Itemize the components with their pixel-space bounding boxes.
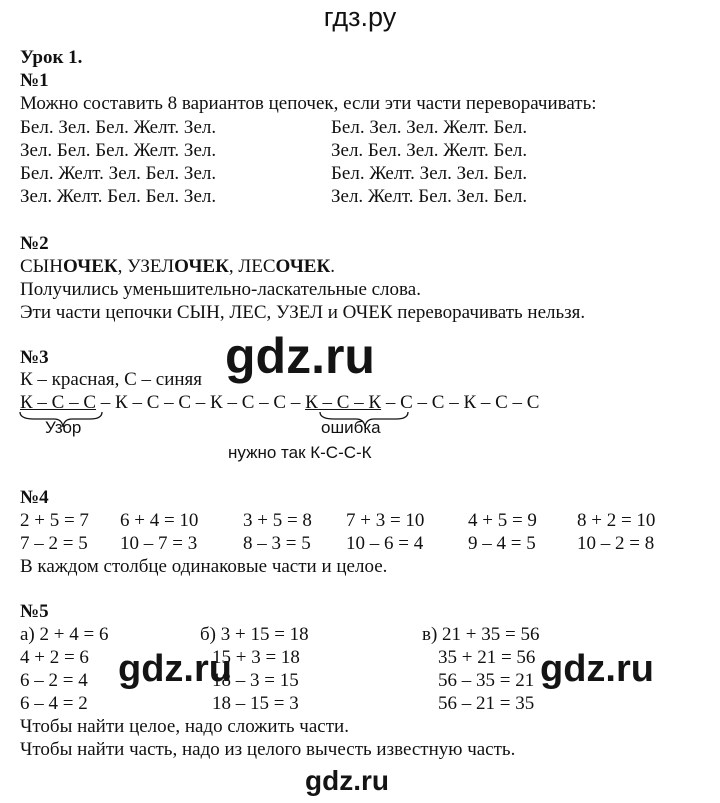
ex5-a-1: а) 2 + 4 = 6	[20, 624, 109, 645]
ex4-r2-c1: 7 – 2 = 5	[20, 533, 88, 554]
ex5-b-4: 18 – 15 = 3	[212, 693, 299, 714]
lesson-title: Урок 1.	[20, 47, 83, 68]
ex3-sequence: К – С – С – К – С – С – К – С – С – К – С – К – С – С – К – С – С	[20, 392, 540, 413]
watermark-right: gdz.ru	[540, 648, 654, 690]
correct-pattern: нужно так К-С-С-К	[228, 443, 372, 462]
ex4-r1-c5: 4 + 5 = 9	[468, 510, 537, 531]
ex5-a-3: 6 – 2 = 4	[20, 670, 88, 691]
ex1-number: №1	[20, 70, 49, 91]
ex5-c-1: в) 21 + 35 = 56	[422, 624, 540, 645]
ex4-r1-c3: 3 + 5 = 8	[243, 510, 312, 531]
ex1-right-3: Бел. Желт. Зел. Зел. Бел.	[331, 163, 528, 184]
ex4-r2-c5: 9 – 4 = 5	[468, 533, 536, 554]
ex5-rule2: Чтобы найти часть, надо из целого вычесть известную часть.	[20, 739, 516, 760]
ex2-line3: Эти части цепочки СЫН, ЛЕС, УЗЕЛ и ОЧЕК переворачивать нельзя.	[20, 302, 586, 323]
ex1-left-2: Зел. Бел. Бел. Желт. Зел.	[20, 140, 217, 161]
ex4-r2-c3: 8 – 3 = 5	[243, 533, 311, 554]
site-header: гдз.ру	[323, 2, 397, 32]
ex4-r2-c4: 10 – 6 = 4	[346, 533, 424, 554]
ex3-number: №3	[20, 347, 49, 368]
ex5-a-4: 6 – 4 = 2	[20, 693, 88, 714]
pattern-label: Узор	[45, 418, 82, 437]
ex4-r1-c1: 2 + 5 = 7	[20, 510, 89, 531]
watermark-left: gdz.ru	[118, 648, 232, 690]
ex5-rule1: Чтобы найти целое, надо сложить части.	[20, 716, 349, 737]
ex5-b-1: б) 3 + 15 = 18	[200, 624, 309, 645]
ex2-words: СЫНОЧЕК, УЗЕЛОЧЕК, ЛЕСОЧЕК.	[20, 256, 335, 277]
ex3-legend: К – красная, С – синяя	[20, 369, 203, 390]
ex5-b-2: 15 + 3 = 18	[212, 647, 300, 668]
watermark-footer: gdz.ru	[305, 765, 389, 796]
ex1-left-1: Бел. Зел. Бел. Желт. Зел.	[20, 117, 217, 138]
ex5-c-4: 56 – 21 = 35	[438, 693, 535, 714]
ex1-right-1: Бел. Зел. Зел. Желт. Бел.	[331, 117, 528, 138]
ex4-r1-c4: 7 + 3 = 10	[346, 510, 425, 531]
ex4-number: №4	[20, 487, 49, 508]
ex4-r1-c2: 6 + 4 = 10	[120, 510, 199, 531]
ex5-c-2: 35 + 21 = 56	[438, 647, 536, 668]
ex1-left-3: Бел. Желт. Зел. Бел. Зел.	[20, 163, 217, 184]
ex2-line2: Получились уменьшительно-ласкательные слова.	[20, 279, 421, 300]
ex1-right-2: Зел. Бел. Зел. Желт. Бел.	[331, 140, 528, 161]
ex1-left-4: Зел. Желт. Бел. Бел. Зел.	[20, 186, 217, 207]
ex4-summary: В каждом столбце одинаковые части и целое.	[20, 556, 388, 577]
ex1-intro: Можно составить 8 вариантов цепочек, если эти части переворачивать:	[20, 93, 597, 114]
ex5-b-3: 18 – 3 = 15	[212, 670, 299, 691]
ex4-r2-c2: 10 – 7 = 3	[120, 533, 198, 554]
error-label: ошибка	[321, 418, 381, 437]
ex1-right-4: Зел. Желт. Бел. Зел. Бел.	[331, 186, 528, 207]
ex4-r2-c6: 10 – 2 = 8	[577, 533, 655, 554]
ex5-number: №5	[20, 601, 49, 622]
ex5-c-3: 56 – 35 = 21	[438, 670, 535, 691]
ex2-number: №2	[20, 233, 49, 254]
watermark-center: gdz.ru	[225, 328, 375, 384]
ex5-a-2: 4 + 2 = 6	[20, 647, 89, 668]
ex4-r1-c6: 8 + 2 = 10	[577, 510, 656, 531]
